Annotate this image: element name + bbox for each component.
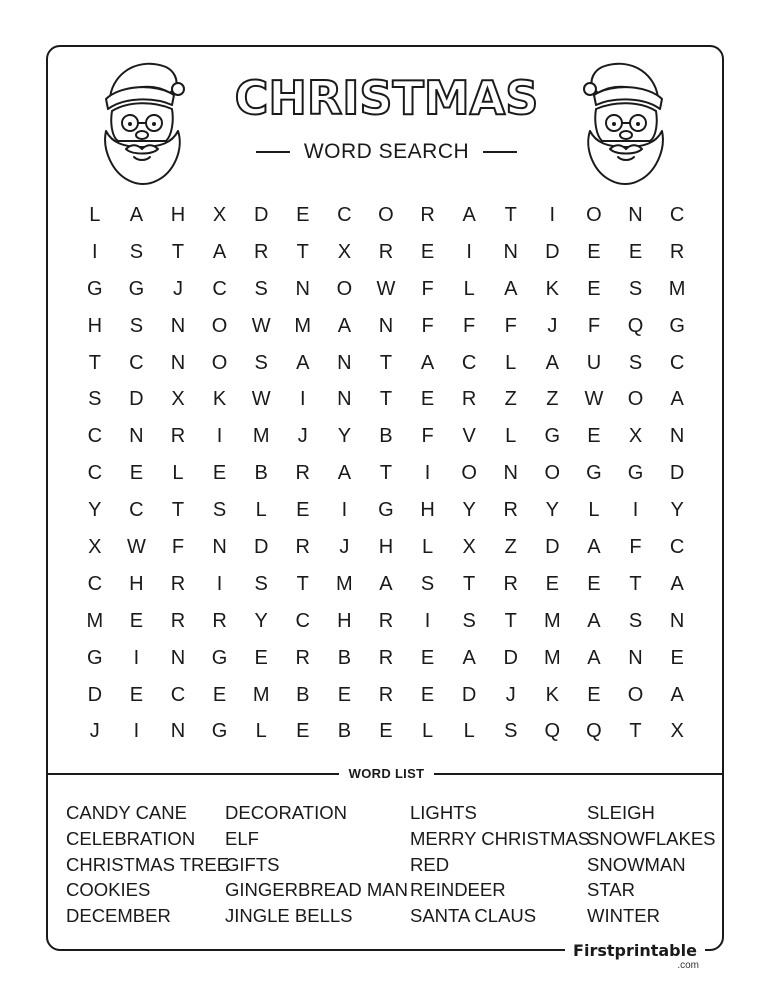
grid-letter: E [587, 572, 601, 595]
grid-letter: A [545, 351, 559, 374]
grid-letter: X [670, 720, 684, 743]
grid-letter: M [336, 572, 353, 595]
grid-letter: L [463, 720, 475, 743]
grid-letter: D [87, 683, 103, 706]
grid-letter: T [504, 609, 517, 632]
grid-letter: I [216, 572, 223, 595]
grid-letter: R [170, 425, 186, 448]
word-list-column [410, 800, 590, 929]
grid-letter: A [212, 240, 227, 263]
grid-letter: N [628, 646, 643, 669]
grid-letter: K [545, 683, 559, 706]
grid-letter: L [172, 462, 184, 485]
grid-letter: R [170, 609, 186, 632]
word-list-item: LIGHTS [410, 802, 477, 823]
grid-letter: T [171, 499, 185, 522]
word-list-item: JINGLE BELLS [225, 905, 353, 927]
word-list-column [225, 800, 408, 929]
grid-letter: A [337, 314, 352, 337]
grid-letter: L [255, 720, 267, 743]
grid-letter: E [296, 203, 310, 226]
grid-letter: N [170, 720, 186, 743]
grid-letter: A [462, 203, 476, 226]
grid-row [74, 197, 698, 234]
grid-letter: O [544, 462, 561, 485]
santa-icon [580, 53, 672, 185]
grid-letter: R [295, 535, 310, 558]
grid-letter: S [254, 277, 268, 300]
brand-logo: Firstprintable [573, 941, 697, 960]
grid-letter: F [504, 314, 517, 337]
grid-letter: S [420, 572, 435, 595]
grid-letter: A [129, 203, 144, 226]
word-list-column [66, 800, 229, 929]
word-list-item: STAR [587, 879, 635, 901]
grid-letter: E [129, 462, 144, 485]
grid-letter: S [129, 314, 144, 337]
grid-letter: E [587, 277, 601, 300]
grid-letter: U [586, 351, 602, 374]
grid-row [74, 640, 698, 677]
grid-letter: S [628, 351, 643, 374]
word-list-item: REINDEER [410, 879, 506, 901]
grid-letter: K [212, 388, 227, 411]
grid-letter: N [337, 388, 352, 411]
grid-letter: C [170, 683, 186, 706]
grid-letter: R [669, 240, 685, 263]
word-list-item: DECEMBER [66, 905, 171, 927]
grid-letter: C [337, 203, 352, 226]
grid-letter: E [420, 646, 435, 669]
grid-letter: C [212, 277, 227, 300]
grid-letter: J [172, 277, 183, 300]
grid-letter: A [670, 388, 684, 411]
grid-letter: D [129, 388, 144, 411]
grid-letter: G [128, 277, 145, 300]
grid-letter: E [296, 499, 310, 522]
grid-letter: B [379, 425, 393, 448]
grid-letter: Z [504, 535, 517, 558]
grid-letter: S [462, 609, 476, 632]
grid-letter: D [545, 240, 560, 263]
grid-letter: J [297, 425, 308, 448]
word-list-item: SANTA CLAUS [410, 905, 537, 927]
grid-letter: S [504, 720, 518, 743]
grid-letter: F [421, 425, 434, 448]
grid-letter: A [504, 277, 518, 300]
word-list-item: ELF [225, 827, 259, 849]
grid-letter: R [378, 646, 394, 669]
grid-letter: F [421, 277, 434, 300]
grid-letter: X [462, 535, 476, 558]
grid-letter: N [170, 314, 186, 337]
word-list-item: SNOWFLAKES [587, 827, 716, 849]
grid-letter: R [420, 203, 435, 226]
grid-letter: E [420, 240, 435, 263]
grid-letter: C [87, 425, 103, 448]
grid-letter: L [421, 535, 434, 558]
grid-letter: F [463, 314, 476, 337]
grid-letter: L [505, 351, 517, 374]
grid-row [74, 566, 698, 603]
grid-letter: W [376, 277, 396, 300]
grid-letter: O [378, 203, 394, 226]
word-list-item: CANDY CANE [66, 802, 187, 823]
grid-letter: Y [337, 425, 352, 448]
word-list-item: DECORATION [225, 802, 347, 823]
word-list [0, 800, 773, 930]
grid-letter: E [587, 683, 601, 706]
grid-letter: H [337, 609, 352, 632]
grid-letter: R [378, 609, 394, 632]
grid-letter: Y [462, 499, 476, 522]
grid-letter: J [547, 314, 558, 337]
grid-row [74, 713, 698, 750]
word-list-item: MERRY CHRISTMAS [410, 827, 591, 849]
grid-letter: A [670, 572, 684, 595]
grid-letter: O [211, 314, 228, 337]
grid-letter: T [88, 351, 101, 374]
word-list-item: GINGERBREAD MAN [225, 879, 408, 901]
grid-letter: T [463, 572, 476, 595]
grid-letter: J [89, 720, 100, 743]
grid-letter: F [421, 314, 434, 337]
grid-letter: D [545, 535, 560, 558]
grid-letter: J [339, 535, 350, 558]
word-list-item: SLEIGH [587, 802, 655, 823]
grid-letter: D [669, 462, 685, 485]
grid-row [74, 603, 698, 640]
grid-letter: W [584, 388, 604, 411]
grid-letter: C [129, 499, 144, 522]
grid-letter: N [295, 277, 310, 300]
grid-letter: Y [88, 499, 102, 522]
grid-letter: H [129, 572, 144, 595]
grid-letter: S [88, 388, 102, 411]
word-list-column [587, 800, 716, 929]
grid-letter: I [133, 720, 140, 743]
grid-letter: S [212, 499, 227, 522]
grid-letter: E [129, 683, 144, 706]
grid-letter: D [461, 683, 477, 706]
grid-letter: A [462, 646, 476, 669]
grid-letter: F [629, 535, 642, 558]
grid-letter: E [587, 240, 601, 263]
grid-letter: W [251, 314, 271, 337]
grid-letter: G [544, 425, 561, 448]
grid-letter: D [503, 646, 518, 669]
grid-letter: Y [254, 609, 268, 632]
grid-letter: M [252, 683, 270, 706]
grid-letter: C [669, 203, 685, 226]
word-list-item: RED [410, 853, 450, 875]
grid-letter: N [378, 314, 394, 337]
grid-letter: F [587, 314, 601, 337]
grid-letter: E [628, 240, 643, 263]
grid-letter: I [92, 240, 98, 263]
grid-letter: M [543, 609, 561, 632]
grid-letter: X [212, 203, 227, 226]
grid-letter: T [629, 572, 642, 595]
grid-letter: M [294, 314, 312, 337]
grid-letter: N [503, 462, 518, 485]
grid-letter: S [628, 609, 643, 632]
grid-letter: R [295, 462, 310, 485]
grid-letter: M [543, 646, 561, 669]
grid-letter: T [296, 240, 309, 263]
grid-row [74, 418, 698, 455]
grid-letter: X [171, 388, 185, 411]
word-list-item: CELEBRATION [66, 827, 196, 849]
grid-letter: T [379, 462, 393, 485]
grid-letter: O [627, 683, 644, 706]
grid-letter: A [670, 683, 684, 706]
grid-letter: B [337, 720, 352, 743]
grid-letter: M [86, 609, 104, 632]
grid-letter: A [587, 535, 601, 558]
grid-letter: G [211, 720, 228, 743]
grid-letter: A [420, 351, 435, 374]
brand-suffix: .com [677, 960, 699, 971]
grid-letter: N [212, 535, 227, 558]
grid-letter: A [587, 646, 601, 669]
grid-letter: E [254, 646, 268, 669]
subtitle-text: WORD SEARCH [303, 140, 470, 163]
grid-letter: S [254, 572, 268, 595]
grid-letter: O [211, 351, 228, 374]
grid-letter: S [129, 240, 144, 263]
grid-letter: E [379, 720, 393, 743]
subtitle-rule-right [483, 151, 517, 153]
grid-letter: Y [545, 499, 559, 522]
grid-letter: Q [627, 314, 644, 337]
grid-letter: X [88, 535, 102, 558]
grid-letter: I [299, 388, 306, 411]
grid-letter: H [170, 203, 186, 226]
grid-letter: C [461, 351, 477, 374]
page-title: CHRISTMAS [234, 71, 539, 125]
grid-letter: L [505, 425, 517, 448]
grid-letter: N [669, 425, 685, 448]
grid-letter: T [171, 240, 185, 263]
grid-letter: X [337, 240, 352, 263]
word-list-item: GIFTS [225, 853, 280, 875]
grid-letter: B [296, 683, 310, 706]
grid-letter: R [170, 572, 186, 595]
grid-row [74, 308, 698, 345]
grid-letter: R [378, 683, 394, 706]
grid-letter: I [549, 203, 556, 226]
grid-letter: I [424, 462, 431, 485]
grid-letter: E [212, 462, 227, 485]
grid-letter: R [212, 609, 227, 632]
santa-icon [96, 53, 188, 185]
subtitle-rule-left [256, 151, 290, 153]
grid-letter: T [379, 388, 393, 411]
grid-letter: O [461, 462, 477, 485]
grid-letter: C [129, 351, 144, 374]
grid-letter: O [336, 277, 353, 300]
grid-letter: R [378, 240, 394, 263]
grid-letter: G [211, 646, 228, 669]
grid-row [74, 529, 698, 566]
grid-row [74, 455, 698, 492]
grid-letter: E [545, 572, 559, 595]
grid-letter: Z [546, 388, 559, 411]
grid-letter: E [296, 720, 310, 743]
letter-grid [74, 197, 698, 750]
grid-row [74, 492, 698, 529]
grid-letter: I [632, 499, 639, 522]
grid-letter: C [669, 351, 685, 374]
grid-letter: G [586, 462, 602, 485]
grid-letter: H [420, 499, 435, 522]
grid-letter: R [503, 572, 518, 595]
grid-letter: L [255, 499, 267, 522]
grid-letter: M [252, 425, 270, 448]
grid-letter: A [379, 572, 393, 595]
grid-letter: T [504, 203, 517, 226]
word-list-item: CHRISTMAS TREE [66, 853, 230, 875]
grid-letter: W [126, 535, 146, 558]
grid-letter: O [627, 388, 644, 411]
grid-row [74, 271, 698, 308]
grid-letter: R [295, 646, 310, 669]
grid-letter: E [420, 683, 435, 706]
grid-letter: L [463, 277, 475, 300]
grid-letter: Z [504, 388, 517, 411]
grid-row [74, 345, 698, 382]
grid-letter: X [628, 425, 643, 448]
grid-letter: F [171, 535, 185, 558]
grid-letter: T [296, 572, 309, 595]
grid-letter: R [253, 240, 269, 263]
grid-letter: E [212, 683, 227, 706]
grid-letter: L [89, 203, 101, 226]
grid-letter: G [627, 462, 644, 485]
grid-letter: G [378, 499, 394, 522]
grid-letter: M [668, 277, 686, 300]
grid-letter: D [253, 535, 269, 558]
subtitle [250, 138, 523, 166]
grid-letter: E [420, 388, 435, 411]
grid-letter: N [337, 351, 352, 374]
grid-letter: B [337, 646, 352, 669]
grid-letter: N [170, 646, 186, 669]
grid-letter: N [669, 609, 685, 632]
grid-letter: I [466, 240, 472, 263]
word-list-item: SNOWMAN [587, 853, 686, 875]
grid-letter: B [254, 462, 268, 485]
grid-letter: H [378, 535, 394, 558]
grid-row [74, 677, 698, 714]
grid-letter: E [587, 425, 601, 448]
grid-letter: T [379, 351, 393, 374]
grid-letter: N [503, 240, 518, 263]
grid-letter: A [337, 462, 352, 485]
grid-letter: C [87, 462, 103, 485]
grid-letter: N [170, 351, 186, 374]
grid-letter: H [87, 314, 103, 337]
grid-letter: J [505, 683, 516, 706]
word-list-item: COOKIES [66, 879, 151, 901]
grid-letter: O [586, 203, 602, 226]
word-list-item: WINTER [587, 905, 660, 927]
grid-letter: R [503, 499, 518, 522]
grid-letter: A [587, 609, 601, 632]
grid-letter: C [295, 609, 310, 632]
grid-letter: K [545, 277, 559, 300]
grid-letter: R [461, 388, 477, 411]
grid-letter: G [87, 277, 103, 300]
grid-letter: N [628, 203, 643, 226]
grid-letter: S [254, 351, 268, 374]
word-list-label: WORD LIST [339, 764, 434, 784]
grid-letter: N [129, 425, 144, 448]
grid-letter: S [628, 277, 643, 300]
grid-letter: C [87, 572, 103, 595]
grid-letter: T [629, 720, 642, 743]
grid-letter: A [296, 351, 310, 374]
grid-letter: Y [670, 499, 684, 522]
grid-row [74, 381, 698, 418]
grid-letter: V [462, 425, 476, 448]
grid-letter: I [133, 646, 140, 669]
grid-letter: G [669, 314, 685, 337]
grid-letter: E [337, 683, 352, 706]
grid-letter: Q [586, 720, 602, 743]
grid-letter: G [87, 646, 103, 669]
grid-letter: D [253, 203, 269, 226]
grid-letter: W [251, 388, 271, 411]
grid-letter: L [588, 499, 600, 522]
grid-letter: E [129, 609, 144, 632]
grid-letter: I [341, 499, 348, 522]
grid-letter: E [670, 646, 684, 669]
grid-letter: I [424, 609, 431, 632]
grid-letter: L [421, 720, 434, 743]
grid-letter: C [669, 535, 685, 558]
grid-letter: Q [544, 720, 561, 743]
grid-row [74, 234, 698, 271]
grid-letter: I [216, 425, 223, 448]
